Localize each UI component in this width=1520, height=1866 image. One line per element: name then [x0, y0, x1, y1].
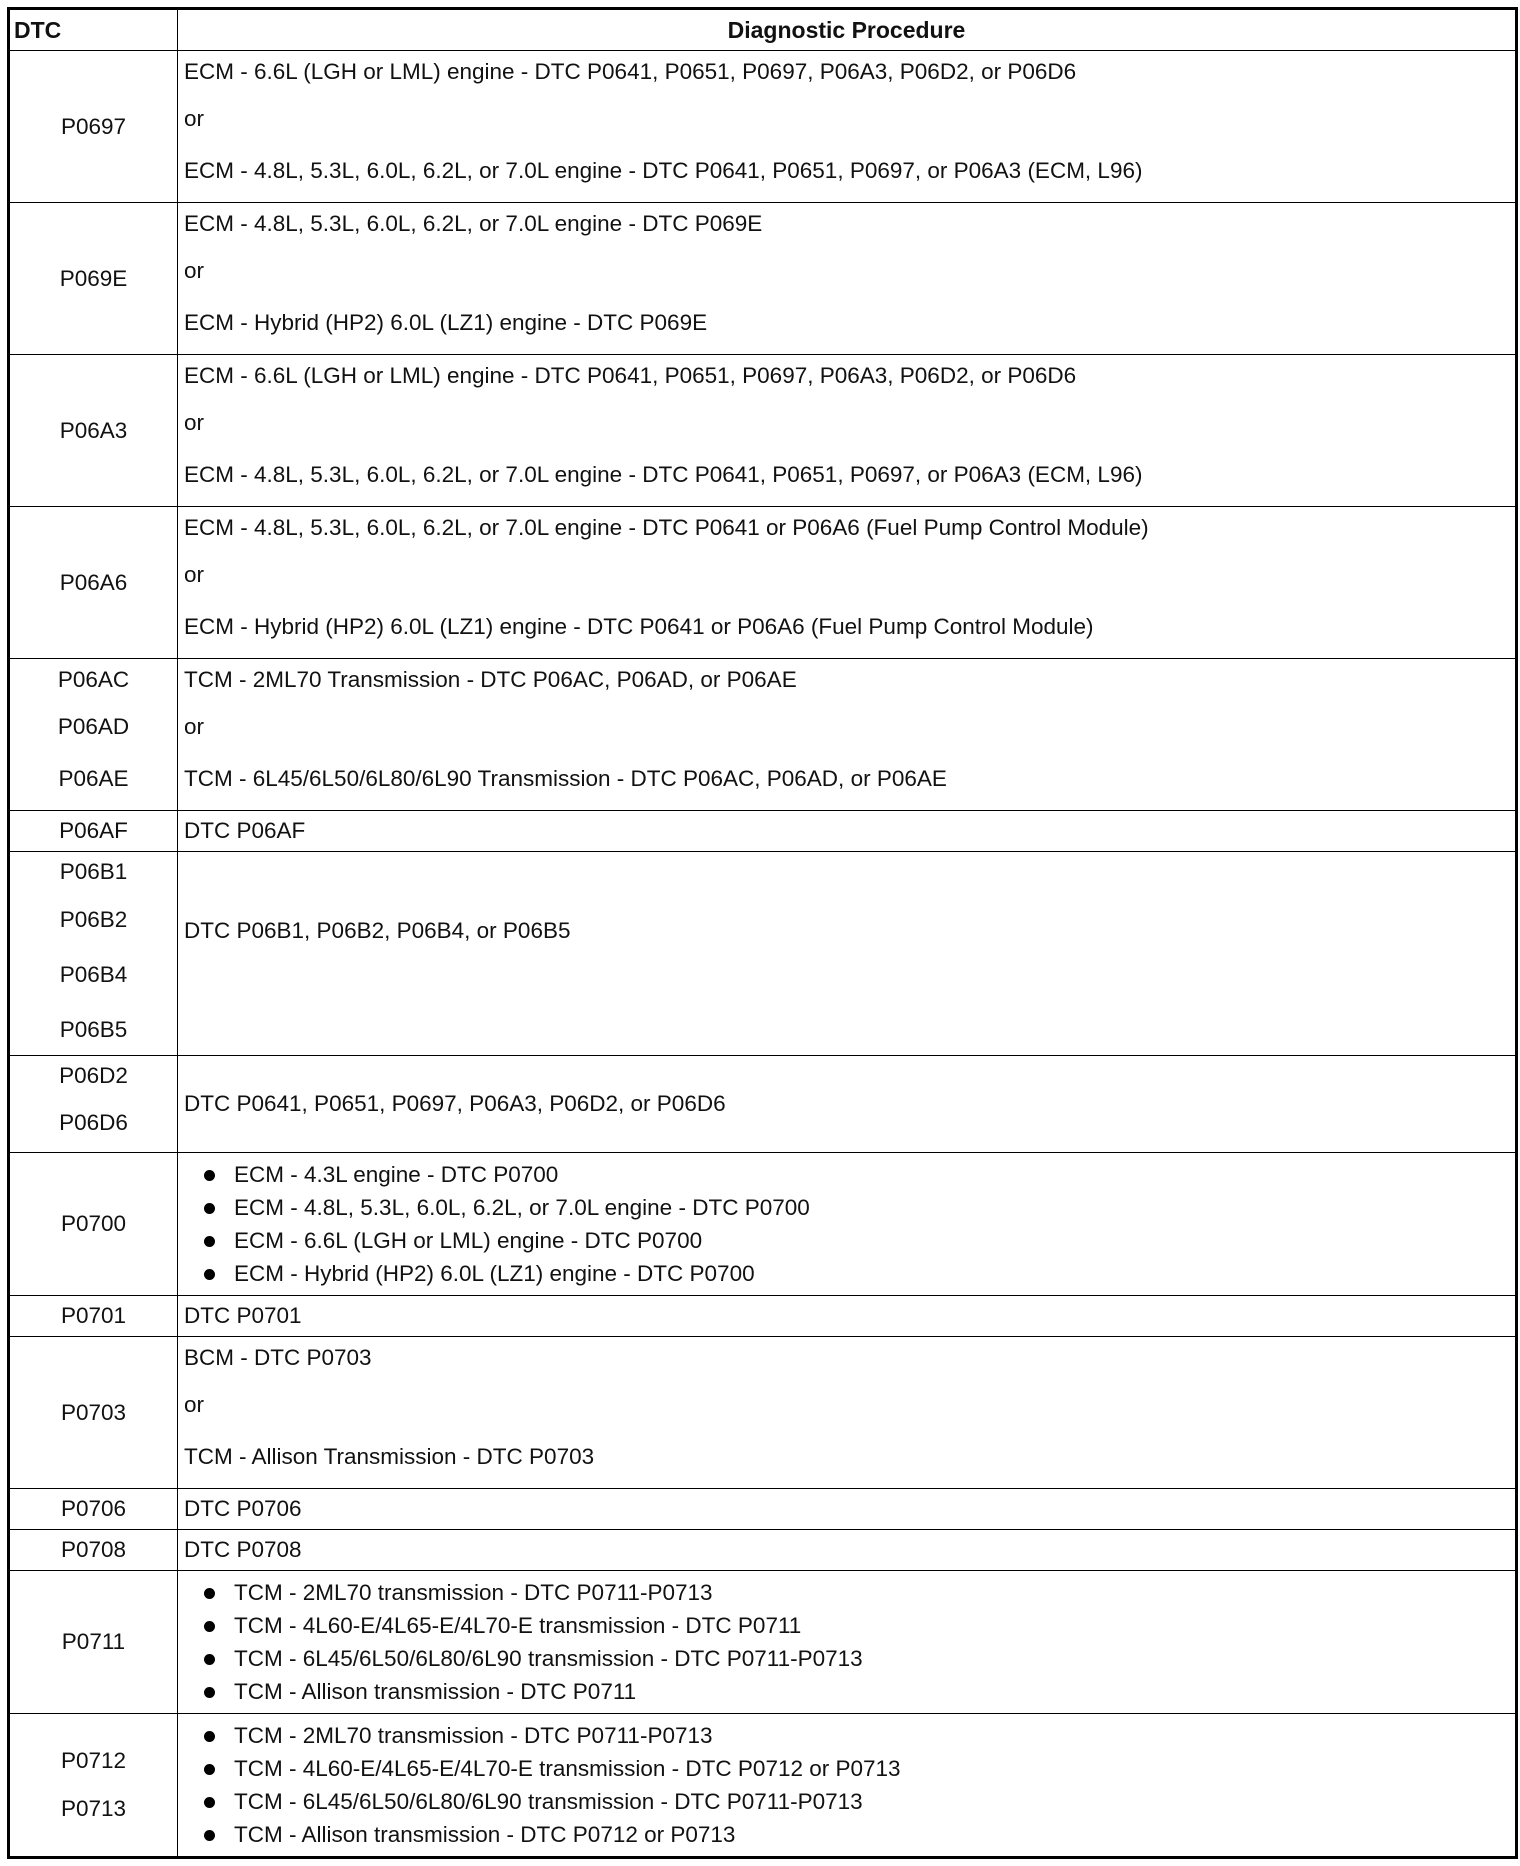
procedure-cell [178, 1571, 1517, 1714]
table-row [9, 1153, 1517, 1296]
dtc-code-cell [9, 1056, 178, 1153]
list-item [198, 1257, 1515, 1290]
procedure-cell [178, 1489, 1517, 1530]
procedure-or: or [184, 410, 205, 435]
list-item [198, 1191, 1515, 1224]
list-item [198, 1752, 1515, 1785]
dtc-code: P06AD [57, 714, 130, 739]
dtc-code-cell [9, 1153, 178, 1296]
dtc-code: P06D2 [59, 1063, 128, 1088]
list-item [198, 1675, 1515, 1708]
procedure-line: ECM - 4.8L, 5.3L, 6.0L, 6.2L, or 7.0L engine - DTC P0641, P0651, P0697, or P06A3 (ECM, L96) [184, 158, 1143, 183]
bullet-icon [204, 1830, 215, 1841]
bullet-icon [204, 1236, 215, 1247]
dtc-code-cell [9, 1530, 178, 1571]
bullet-icon [204, 1797, 215, 1808]
table-row [9, 659, 1517, 811]
table-row [9, 1337, 1517, 1489]
dtc-code-cell [9, 852, 178, 1056]
list-item [198, 1609, 1515, 1642]
dtc-code: P0703 [60, 1399, 127, 1425]
dtc-code-cell [9, 659, 178, 811]
dtc-column-header: DTC [9, 9, 178, 51]
procedure-line: TCM - Allison transmission - DTC P0711 [234, 1679, 637, 1704]
dtc-code-cell [9, 1337, 178, 1489]
procedure-cell [178, 507, 1517, 659]
procedure-line: ECM - 6.6L (LGH or LML) engine - DTC P0641, P0651, P0697, P06A3, P06D2, or P06D6 [184, 59, 1077, 84]
dtc-code: P0701 [60, 1303, 127, 1328]
bullet-icon [204, 1731, 215, 1742]
procedure-line: TCM - 6L45/6L50/6L80/6L90 transmission - DTC P0711-P0713 [234, 1646, 863, 1671]
dtc-code: P06AC [57, 667, 130, 692]
procedure-line: ECM - Hybrid (HP2) 6.0L (LZ1) engine - DTC P0641 or P06A6 (Fuel Pump Control Module) [184, 614, 1094, 639]
table-row [9, 852, 1517, 1056]
procedure-line: ECM - 4.8L, 5.3L, 6.0L, 6.2L, or 7.0L engine - DTC P0641 or P06A6 (Fuel Pump Control Module) [184, 515, 1149, 540]
table-row [9, 51, 1517, 203]
procedure-cell [178, 1714, 1517, 1858]
procedure-cell [178, 1337, 1517, 1489]
bullet-icon [204, 1203, 215, 1214]
procedure-cell [178, 51, 1517, 203]
dtc-code-cell [9, 811, 178, 852]
dtc-code: P0697 [60, 113, 127, 139]
procedure-line: TCM - 2ML70 transmission - DTC P0711-P0713 [234, 1580, 713, 1605]
table-row [9, 1489, 1517, 1530]
procedure-line: TCM - 4L60-E/4L65-E/4L70-E transmission - DTC P0711 [234, 1613, 802, 1638]
procedure-line: ECM - 6.6L (LGH or LML) engine - DTC P0700 [234, 1228, 703, 1253]
procedure-bullet-list [184, 1571, 1515, 1713]
procedure-line: DTC P0708 [184, 1537, 302, 1562]
bullet-icon [204, 1764, 215, 1775]
procedure-cell [178, 1056, 1517, 1153]
dtc-code-cell [9, 1489, 178, 1530]
procedure-line: TCM - 2ML70 transmission - DTC P0711-P0713 [234, 1723, 713, 1748]
dtc-code: P069E [59, 265, 128, 291]
table-row [9, 1056, 1517, 1153]
procedure-column-header: Diagnostic Procedure [178, 9, 1517, 51]
dtc-code: P06B2 [59, 907, 128, 932]
dtc-code: P06A3 [59, 417, 128, 443]
procedure-line: TCM - 6L45/6L50/6L80/6L90 transmission - DTC P0711-P0713 [234, 1789, 863, 1814]
table-row [9, 1530, 1517, 1571]
procedure-cell [178, 203, 1517, 355]
table-row [9, 1571, 1517, 1714]
dtc-code-cell [9, 1296, 178, 1337]
bullet-icon [204, 1588, 215, 1599]
bullet-icon [204, 1269, 215, 1280]
procedure-bullet-list [184, 1714, 1515, 1856]
procedure-line: ECM - 4.8L, 5.3L, 6.0L, 6.2L, or 7.0L engine - DTC P069E [184, 211, 763, 236]
list-item [198, 1642, 1515, 1675]
procedure-line: ECM - 6.6L (LGH or LML) engine - DTC P0641, P0651, P0697, P06A3, P06D2, or P06D6 [184, 363, 1077, 388]
table-row [9, 203, 1517, 355]
dtc-code: P06A6 [59, 569, 128, 595]
procedure-line: TCM - Allison Transmission - DTC P0703 [184, 1444, 595, 1469]
table-row [9, 1296, 1517, 1337]
dtc-code-cell [9, 203, 178, 355]
dtc-code: P06B5 [59, 1017, 128, 1042]
table-row [9, 811, 1517, 852]
procedure-line: TCM - 2ML70 Transmission - DTC P06AC, P06AD, or P06AE [184, 667, 797, 692]
bullet-icon [204, 1170, 215, 1181]
procedure-line: ECM - 4.8L, 5.3L, 6.0L, 6.2L, or 7.0L engine - DTC P0700 [234, 1195, 810, 1220]
dtc-code: P06B1 [59, 859, 128, 884]
procedure-line: TCM - 6L45/6L50/6L80/6L90 Transmission - DTC P06AC, P06AD, or P06AE [184, 766, 947, 791]
table-row [9, 507, 1517, 659]
dtc-code: P0711 [61, 1629, 126, 1654]
procedure-line: ECM - Hybrid (HP2) 6.0L (LZ1) engine - DTC P0700 [234, 1261, 755, 1286]
dtc-code-cell [9, 51, 178, 203]
procedure-line: ECM - 4.3L engine - DTC P0700 [234, 1162, 559, 1187]
procedure-or: or [184, 562, 205, 587]
procedure-cell [178, 1153, 1517, 1296]
dtc-table [7, 7, 1518, 1859]
procedure-line: DTC P06AF [184, 818, 306, 843]
bullet-icon [204, 1687, 215, 1698]
procedure-cell [178, 852, 1517, 1056]
dtc-code: P06AE [58, 766, 129, 791]
procedure-line: DTC P0701 [184, 1303, 302, 1328]
table-row [9, 355, 1517, 507]
bullet-icon [204, 1621, 215, 1632]
bullet-icon [204, 1654, 215, 1665]
procedure-line: BCM - DTC P0703 [184, 1345, 372, 1370]
list-item [198, 1158, 1515, 1191]
dtc-code-cell [9, 1714, 178, 1858]
procedure-cell [178, 659, 1517, 811]
procedure-line: ECM - Hybrid (HP2) 6.0L (LZ1) engine - DTC P069E [184, 310, 708, 335]
dtc-code: P0712 [60, 1748, 127, 1773]
procedure-or: or [184, 714, 205, 739]
procedure-cell [178, 811, 1517, 852]
procedure-cell [178, 355, 1517, 507]
procedure-cell [178, 1530, 1517, 1571]
list-item [198, 1719, 1515, 1752]
dtc-code: P0700 [60, 1211, 127, 1236]
dtc-code-cell [9, 355, 178, 507]
procedure-line: ECM - 4.8L, 5.3L, 6.0L, 6.2L, or 7.0L engine - DTC P0641, P0651, P0697, or P06A3 (ECM, L96) [184, 462, 1143, 487]
dtc-code: P0713 [60, 1796, 127, 1821]
procedure-line: TCM - Allison transmission - DTC P0712 or P0713 [234, 1822, 736, 1847]
table-row [9, 1714, 1517, 1858]
procedure-or: or [184, 258, 205, 283]
procedure-line: TCM - 4L60-E/4L65-E/4L70-E transmission - DTC P0712 or P0713 [234, 1756, 901, 1781]
dtc-code: P0706 [60, 1496, 127, 1521]
dtc-code: P0708 [60, 1537, 127, 1562]
procedure-line: DTC P06B1, P06B2, P06B4, or P06B5 [184, 918, 571, 943]
procedure-cell [178, 1296, 1517, 1337]
dtc-code: P06B4 [59, 962, 128, 987]
procedure-line: DTC P0641, P0651, P0697, P06A3, P06D2, or P06D6 [184, 1091, 726, 1116]
dtc-code: P06AF [59, 818, 128, 843]
table-header-row [9, 9, 1517, 51]
list-item [198, 1785, 1515, 1818]
dtc-code-cell [9, 1571, 178, 1714]
list-item [198, 1818, 1515, 1851]
dtc-code: P06D6 [59, 1110, 128, 1135]
dtc-document [7, 7, 1515, 1859]
list-item [198, 1224, 1515, 1257]
procedure-bullet-list [184, 1153, 1515, 1295]
procedure-line: DTC P0706 [184, 1496, 302, 1521]
list-item [198, 1576, 1515, 1609]
procedure-or: or [184, 106, 205, 131]
dtc-code-cell [9, 507, 178, 659]
procedure-or: or [184, 1392, 205, 1417]
